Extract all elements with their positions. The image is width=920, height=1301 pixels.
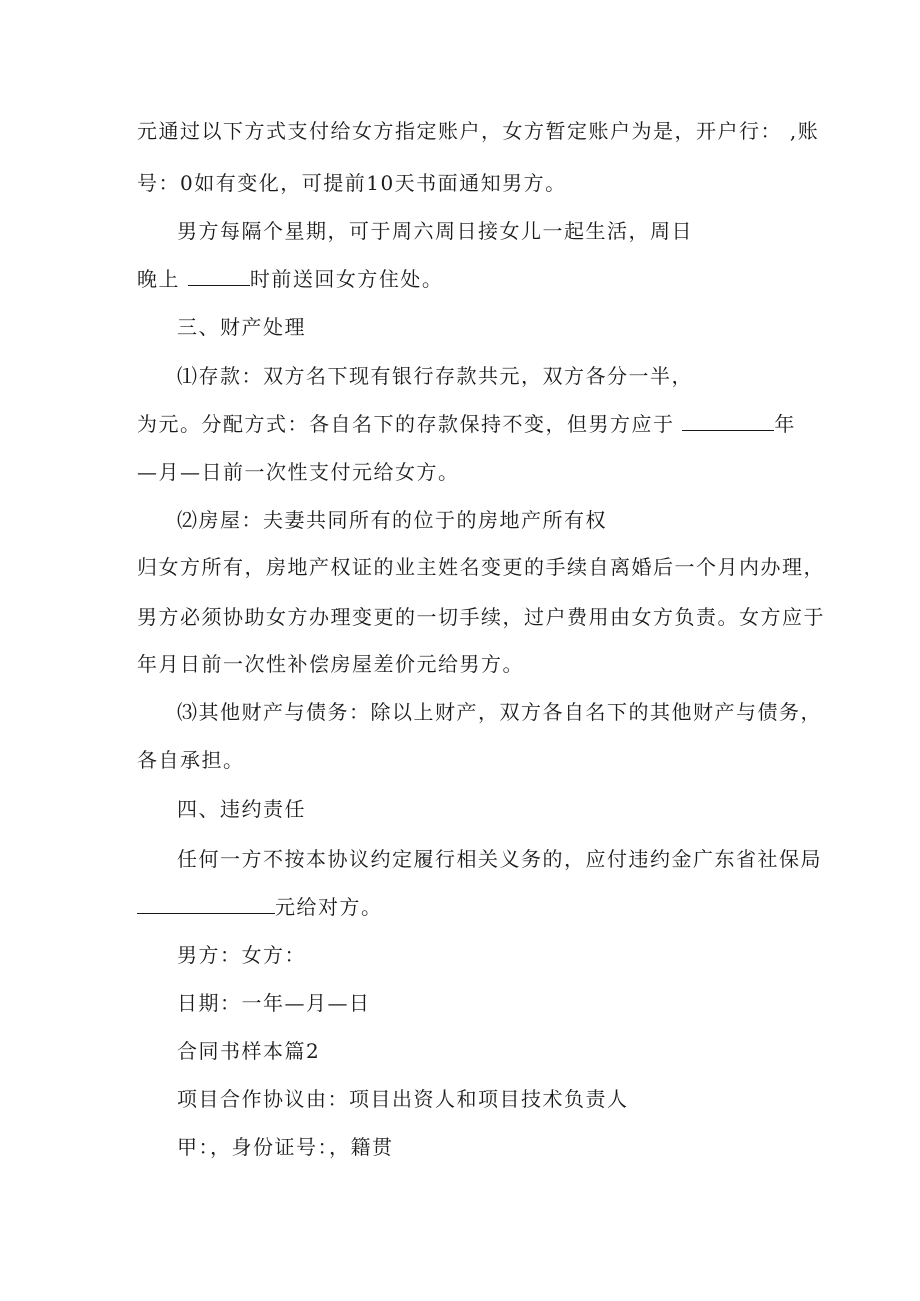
signature-line: 男方：女方： [177, 943, 306, 967]
fill-in-blank [682, 412, 774, 431]
paragraph-line: 各自承担。 [137, 748, 245, 772]
paragraph-line [137, 265, 443, 293]
line-text: 晚上 [137, 267, 188, 291]
paragraph-line: 项目合作协议由：项目出资人和项目技术负责人 [177, 1087, 629, 1111]
line-text: 年 [774, 412, 796, 436]
paragraph-line: 男方每隔个星期，可于周六周日接女儿一起生活，周日 [177, 219, 693, 243]
paragraph-line: 男方必须协助女方办理变更的一切手续，过户费用由女方负责。女方应于 [137, 605, 825, 629]
paragraph-line: —月—日前一次性支付元给女方。 [137, 460, 460, 484]
paragraph-line: 号：0如有变化，可提前10天书面通知男方。 [137, 171, 567, 195]
paragraph-line: 年月日前一次性补偿房屋差价元给男方。 [137, 652, 524, 676]
section-heading: 三、财产处理 [177, 315, 306, 339]
section-heading: 合同书样本篇2 [177, 1039, 321, 1063]
fill-in-blank [137, 895, 275, 914]
paragraph-line: ⑵房屋：夫妻共同所有的位于的房地产所有权 [177, 508, 607, 532]
line-text: 为元。分配方式：各自名下的存款保持不变，但男方应于 [137, 412, 683, 436]
paragraph-line: ⑴存款：双方名下现有银行存款共元，双方各分一半， [177, 364, 693, 388]
paragraph-line [137, 893, 383, 921]
paragraph-line: 任何一方不按本协议约定履行相关义务的，应付违约金广东省社保局 [177, 847, 822, 871]
fill-in-blank [188, 267, 250, 286]
paragraph-line: 甲：，身份证号：，籍贯 [177, 1135, 394, 1159]
section-heading: 四、违约责任 [177, 797, 306, 821]
paragraph-line: 归女方所有，房地产权证的业主姓名变更的手续自离婚后一个月内办理， [137, 555, 825, 579]
paragraph-line: 元通过以下方式支付给女方指定账户，女方暂定账户为是，开户行： ,账 [137, 119, 820, 143]
line-text: 元给对方。 [275, 895, 383, 919]
date-line: 日期：一年—月—日 [177, 991, 371, 1015]
paragraph-line [137, 410, 796, 438]
line-text: 时前送回女方住处。 [249, 267, 444, 291]
paragraph-line: ⑶其他财产与债务：除以上财产，双方各自名下的其他财产与债务， [177, 700, 822, 724]
